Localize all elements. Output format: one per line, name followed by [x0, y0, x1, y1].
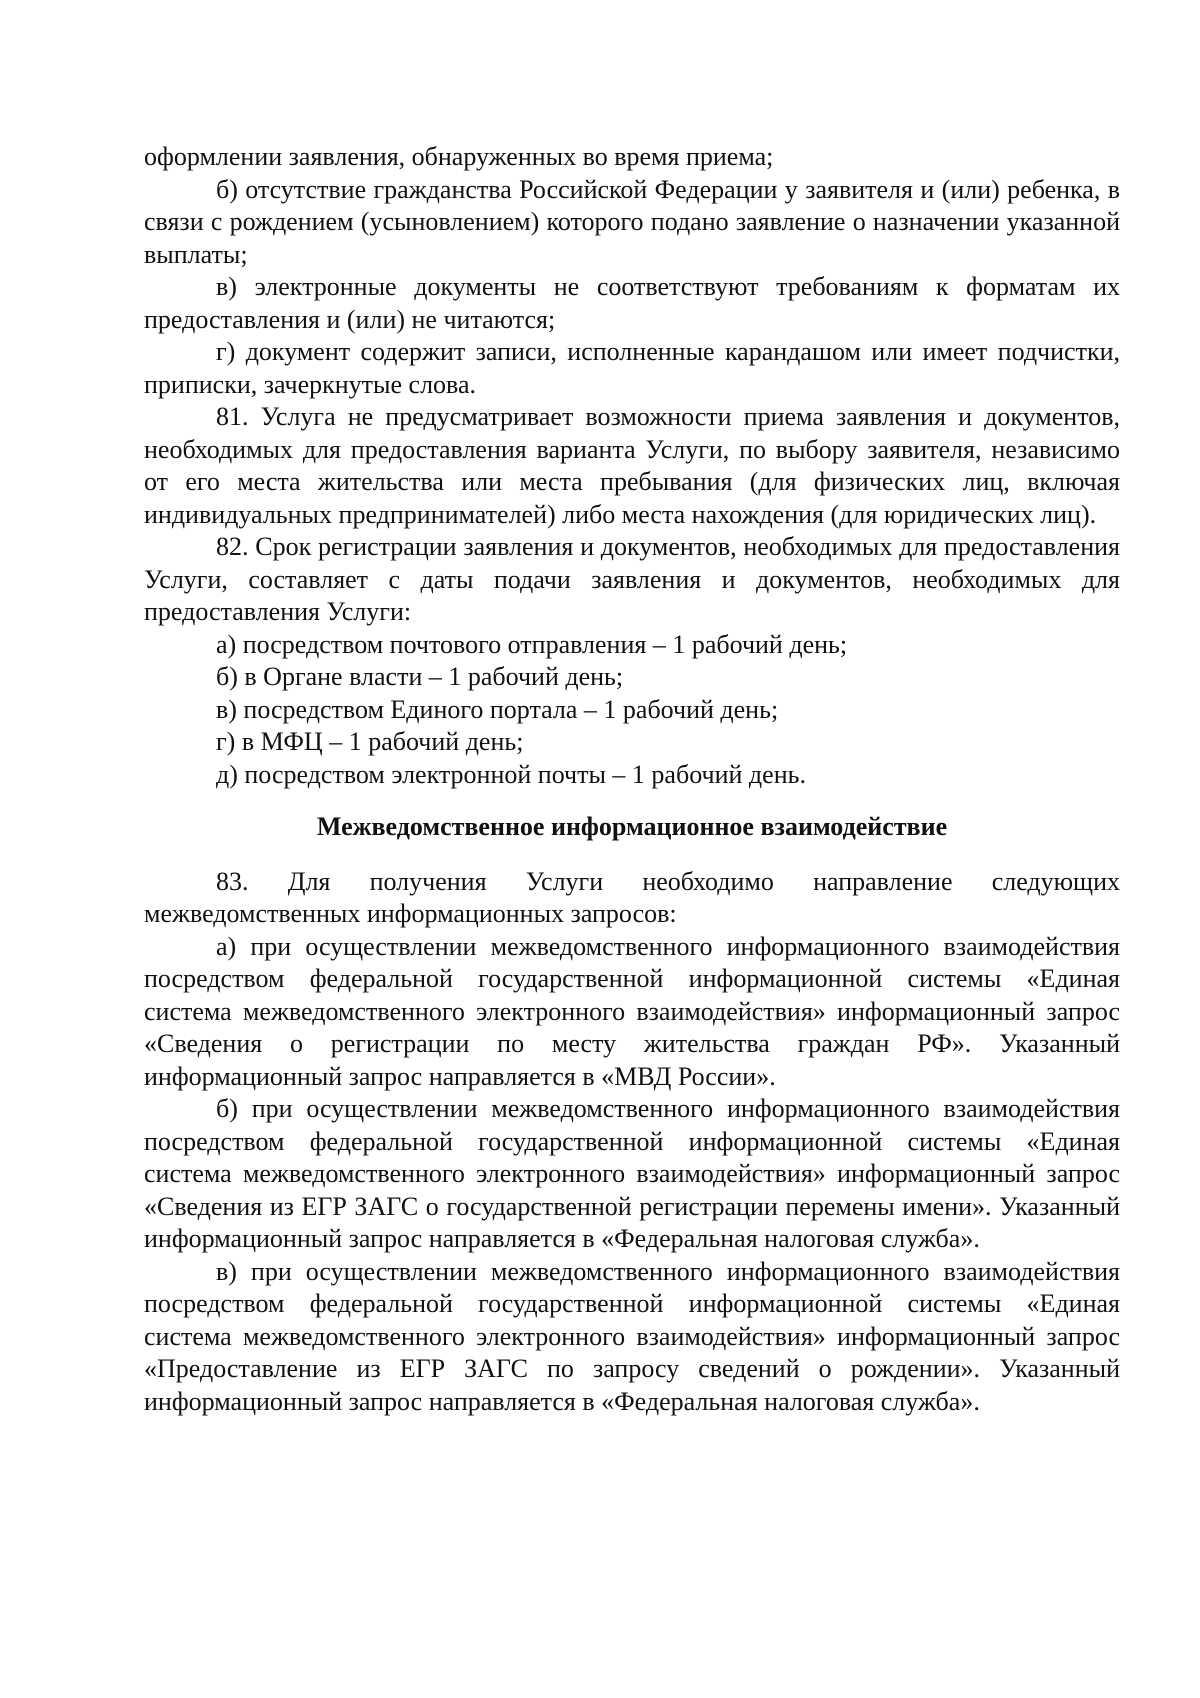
paragraph-82: 82. Срок регистрации заявления и документов, необходимых для предоставления Услуги, составляет с даты подачи заявления и документов, необходимых для предоставления Услуги: — [144, 532, 1120, 626]
list-item-g-mfc: г) в МФЦ – 1 рабочий день; — [216, 727, 524, 756]
list-item-b-authority: б) в Органе власти – 1 рабочий день; — [216, 662, 624, 691]
list-item-v-birth-request: в) при осуществлении межведомственного информационного взаимодействия посредством федеральной государственной информационной системы «Единая система межведомственного электронного взаимодействия» информационный запрос «Предоставление из ЕГР ЗАГС по запросу сведений о рождении». Указанный информационный запрос направляется в «Федеральная налоговая служба». — [144, 1256, 1120, 1416]
document-body — [144, 141, 1120, 1418]
list-item-b-citizenship: б) отсутствие гражданства Российской Федерации у заявителя и (или) ребенка, в связи с рождением (усыновлением) которого подано заявление о назначении указанной выплаты; — [144, 174, 1120, 269]
paragraph-83: 83. Для получения Услуги необходимо направление следующих межведомственных информационных запросов: — [144, 866, 1120, 928]
list-item-b-name-change-request: б) при осуществлении межведомственного информационного взаимодействия посредством федеральной государственной информационной системы «Единая система межведомственного электронного взаимодействия» информационный запрос «Сведения из ЕГР ЗАГС о государственной регистрации перемены имени». Указанный информационный запрос направляется в «Федеральная налоговая служба». — [144, 1094, 1120, 1253]
list-item-a-mvd-request: а) при осуществлении межведомственного информационного взаимодействия посредством федеральной государственной информационной системы «Единая система межведомственного электронного взаимодействия» информационный запрос «Сведения о регистрации по месту жительства граждан РФ». Указанный информационный запрос направляется в «МВД России». — [144, 931, 1120, 1091]
list-item-a-post: а) посредством почтового отправления – 1 рабочий день; — [216, 629, 848, 659]
list-item-v-portal: в) посредством Единого портала – 1 рабочий день; — [216, 694, 779, 724]
list-item-v-electronic-docs: в) электронные документы не соответствуют требованиям к форматам их предоставления и (или) не читаются; — [144, 272, 1120, 334]
list-item-d-email: д) посредством электронной почты – 1 рабочий день. — [216, 759, 806, 789]
section-heading: Межведомственное информационное взаимодействие — [316, 812, 948, 841]
list-item-g-pencil-records: г) документ содержит записи, исполненные карандашом или имеет подчистки, приписки, зачеркнутые слова. — [144, 337, 1120, 399]
paragraph-continuation: оформлении заявления, обнаруженных во время приема; — [144, 142, 774, 171]
paragraph-81: 81. Услуга не предусматривает возможности приема заявления и документов, необходимых для предоставления варианта Услуги, по выбору заявителя, независимо от его места жительства или места пребывания (для физических лиц, включая индивидуальных предпринимателей) либо места нахождения (для юридических лиц). — [144, 402, 1120, 529]
